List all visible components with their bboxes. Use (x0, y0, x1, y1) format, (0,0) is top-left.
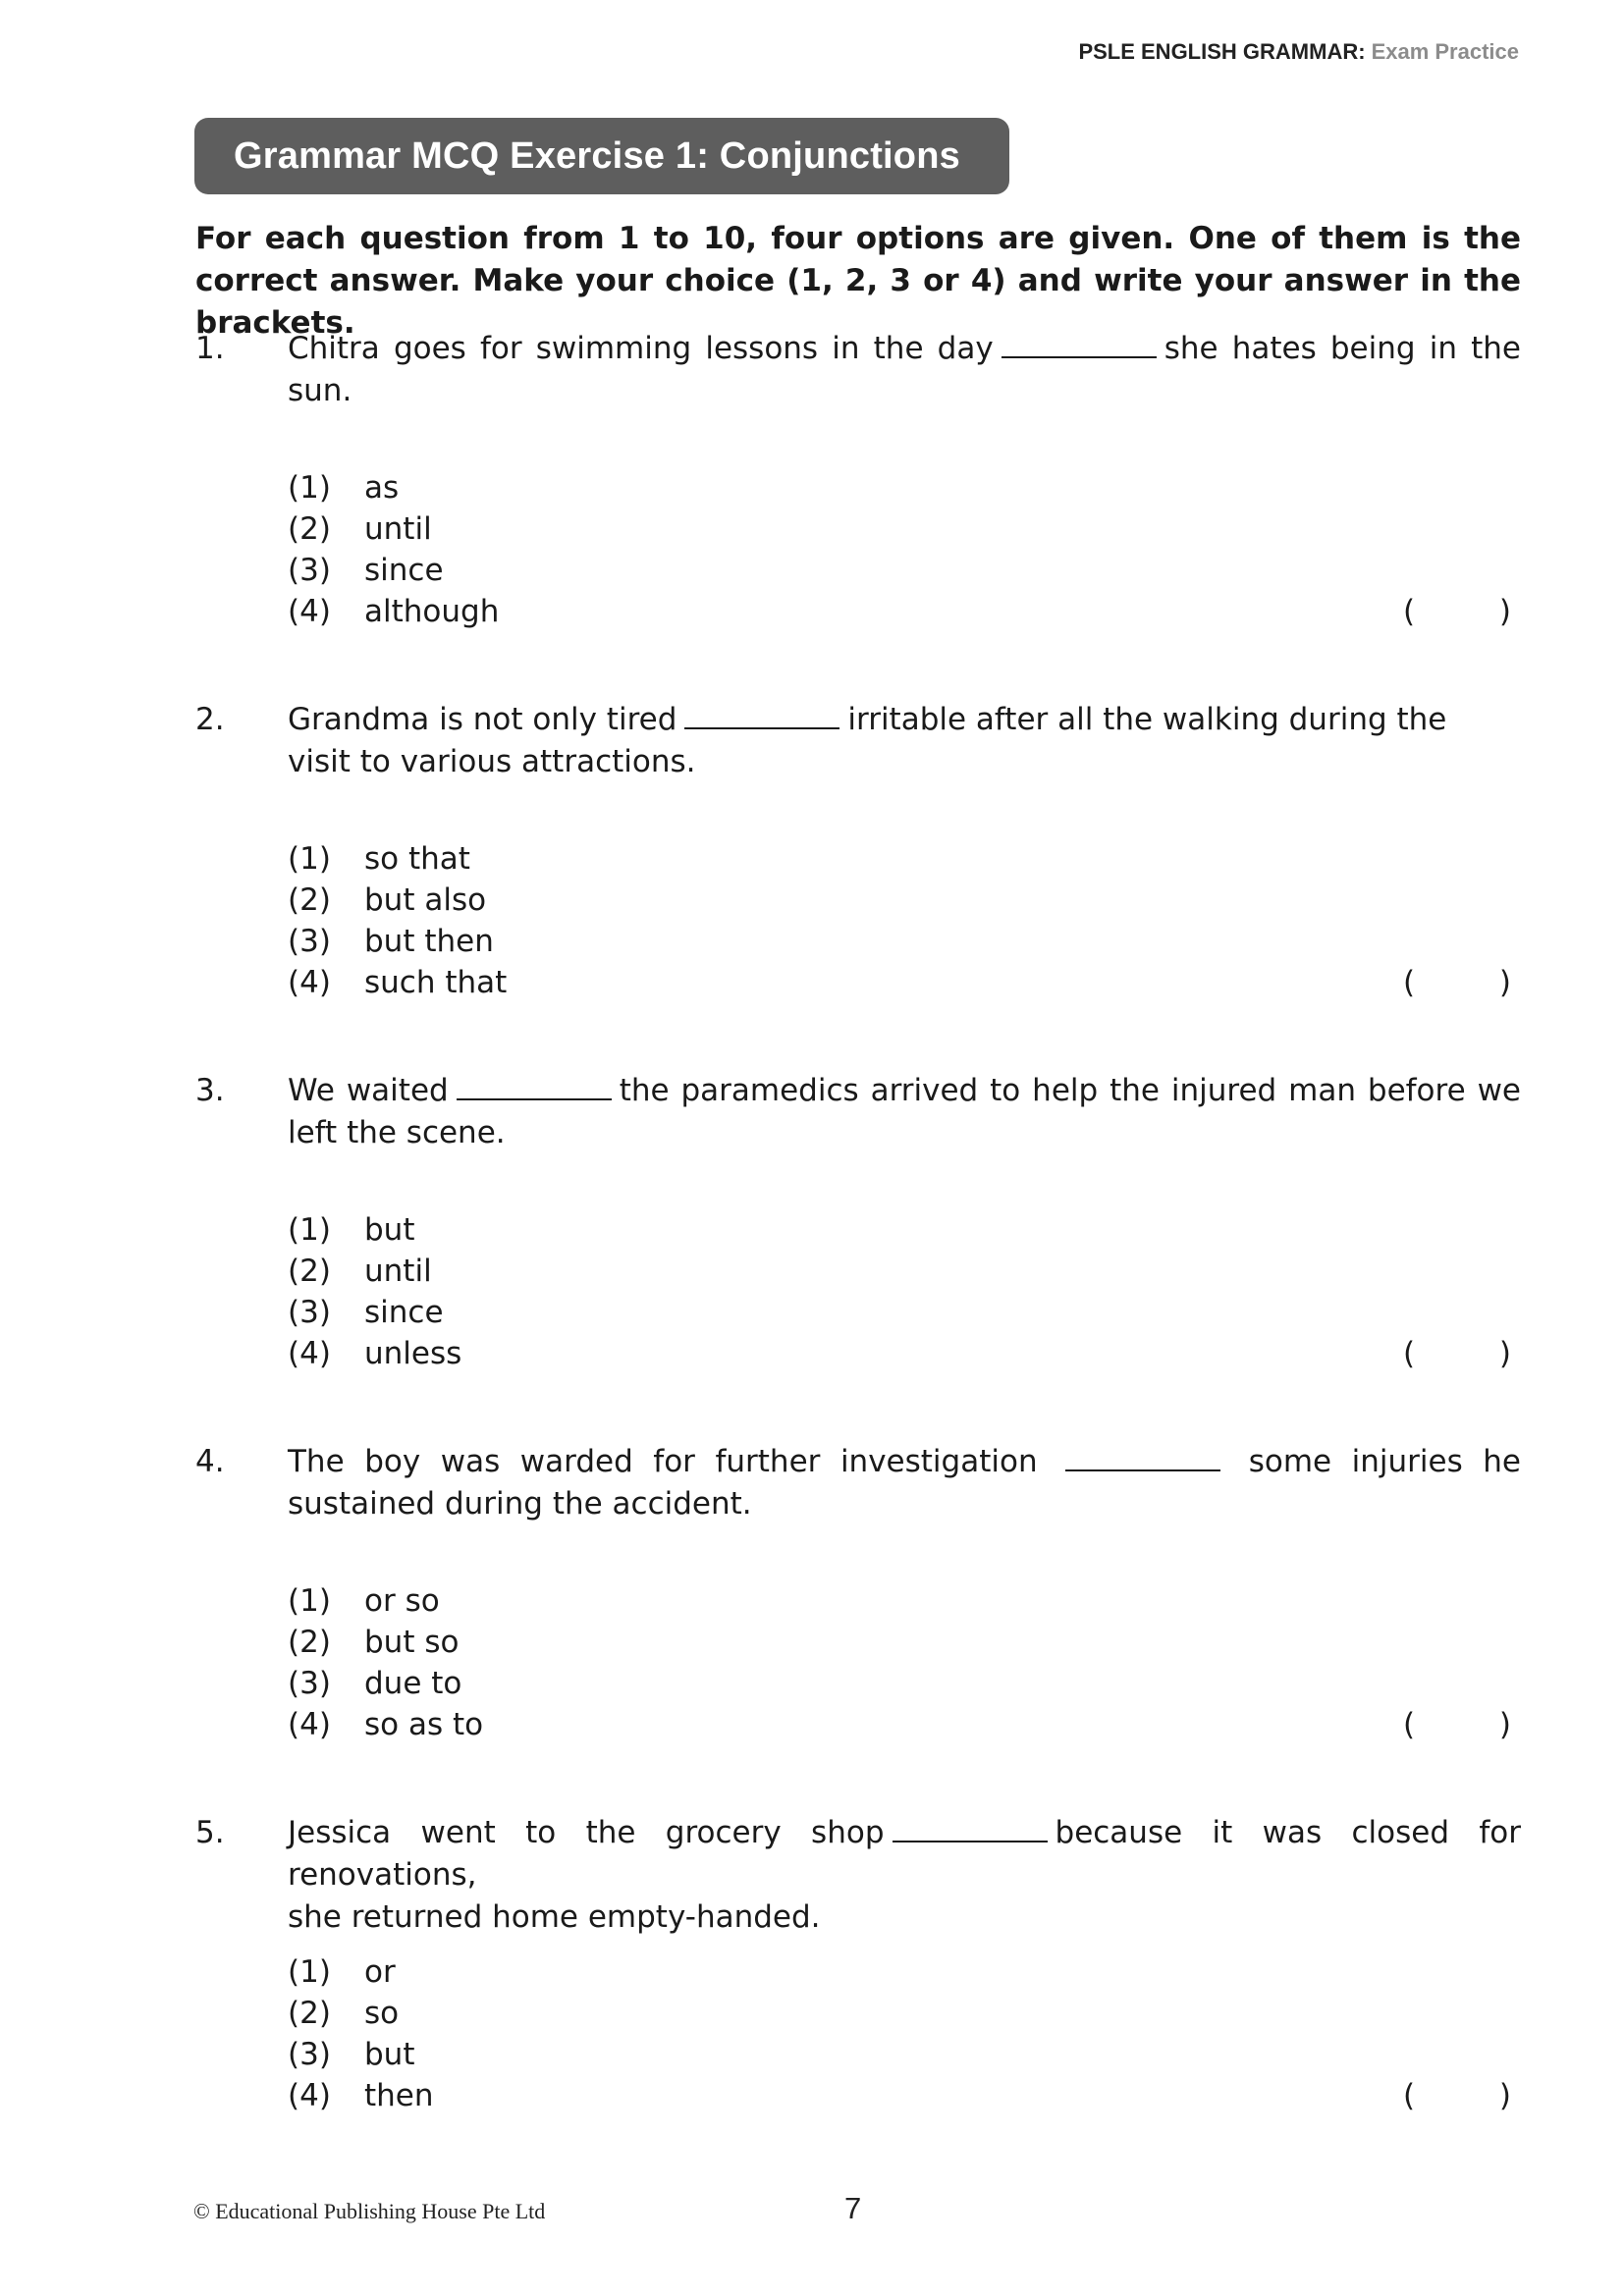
answer-blank (457, 1071, 612, 1100)
question-number: 2. (195, 702, 225, 737)
answer-bracket[interactable]: ( ) (1403, 1336, 1511, 1371)
exercise-title: Grammar MCQ Exercise 1: Conjunctions (234, 134, 960, 177)
option: (4) such that ( ) (288, 962, 1521, 1003)
option: (1) as (288, 470, 400, 506)
option: (2) but also (288, 882, 487, 918)
option: (3) but (288, 2037, 415, 2072)
running-header (1078, 39, 1519, 65)
option: (1) or so (288, 1583, 440, 1619)
option: (3) since (288, 1295, 444, 1330)
answer-bracket[interactable]: ( ) (1403, 2078, 1511, 2113)
option: (1) or (288, 1954, 396, 1990)
question-number: 1. (195, 331, 225, 366)
question-text: Grandma is not only tired irritable after all the walking during the visit to various attractions. (288, 702, 1447, 779)
option: (4) although ( ) (288, 591, 1521, 632)
exercise-title-banner (194, 118, 1009, 194)
option: (4) unless ( ) (288, 1333, 1521, 1374)
option: (1) but (288, 1212, 415, 1248)
question-text: The boy was warded for further investigation some injuries he sustained during the accident. (288, 1444, 1522, 1522)
question-number: 4. (195, 1444, 225, 1479)
answer-blank (684, 700, 839, 729)
option-list (288, 838, 1521, 1003)
option-list (288, 1209, 1521, 1374)
option: (4) then ( ) (288, 2075, 1521, 2116)
question-text: Chitra goes for swimming lessons in the day she hates being in the sun. (288, 331, 1521, 408)
option: (2) until (288, 1254, 432, 1289)
option-list (288, 1951, 1521, 2116)
option: (4) so as to ( ) (288, 1704, 1521, 1745)
answer-bracket[interactable]: ( ) (1403, 965, 1511, 1000)
option: (1) so that (288, 841, 470, 877)
answer-blank (1001, 329, 1157, 358)
series-subtitle: Exam Practice (1371, 39, 1519, 64)
option: (2) but so (288, 1625, 460, 1660)
copyright-notice: © Educational Publishing House Pte Ltd (193, 2199, 546, 2223)
option: (3) since (288, 553, 444, 588)
question-number: 5. (195, 1815, 225, 1850)
instructions: For each question from 1 to 10, four options are given. One of them is the correct answer. Make your choice (1, 2, 3 or 4) and write your answer in the brackets. (195, 221, 1521, 341)
answer-blank (893, 1813, 1048, 1842)
option-list (288, 1580, 1521, 1745)
option-list (288, 467, 1521, 632)
option: (2) until (288, 511, 432, 547)
option: (2) so (288, 1996, 400, 2031)
answer-bracket[interactable]: ( ) (1403, 594, 1511, 629)
answer-blank (1065, 1442, 1220, 1471)
page-number: 7 (844, 2191, 862, 2225)
question-text: Jessica went to the grocery shop because it was closed for renovations, she returned home empty-handed. (288, 1815, 1521, 1935)
series-title: PSLE ENGLISH GRAMMAR: (1078, 39, 1366, 64)
answer-bracket[interactable]: ( ) (1403, 1707, 1511, 1742)
question-text: We waited the paramedics arrived to help the injured man before we left the scene. (288, 1073, 1521, 1150)
option: (3) but then (288, 924, 494, 959)
question-number: 3. (195, 1073, 225, 1108)
option: (3) due to (288, 1666, 462, 1701)
